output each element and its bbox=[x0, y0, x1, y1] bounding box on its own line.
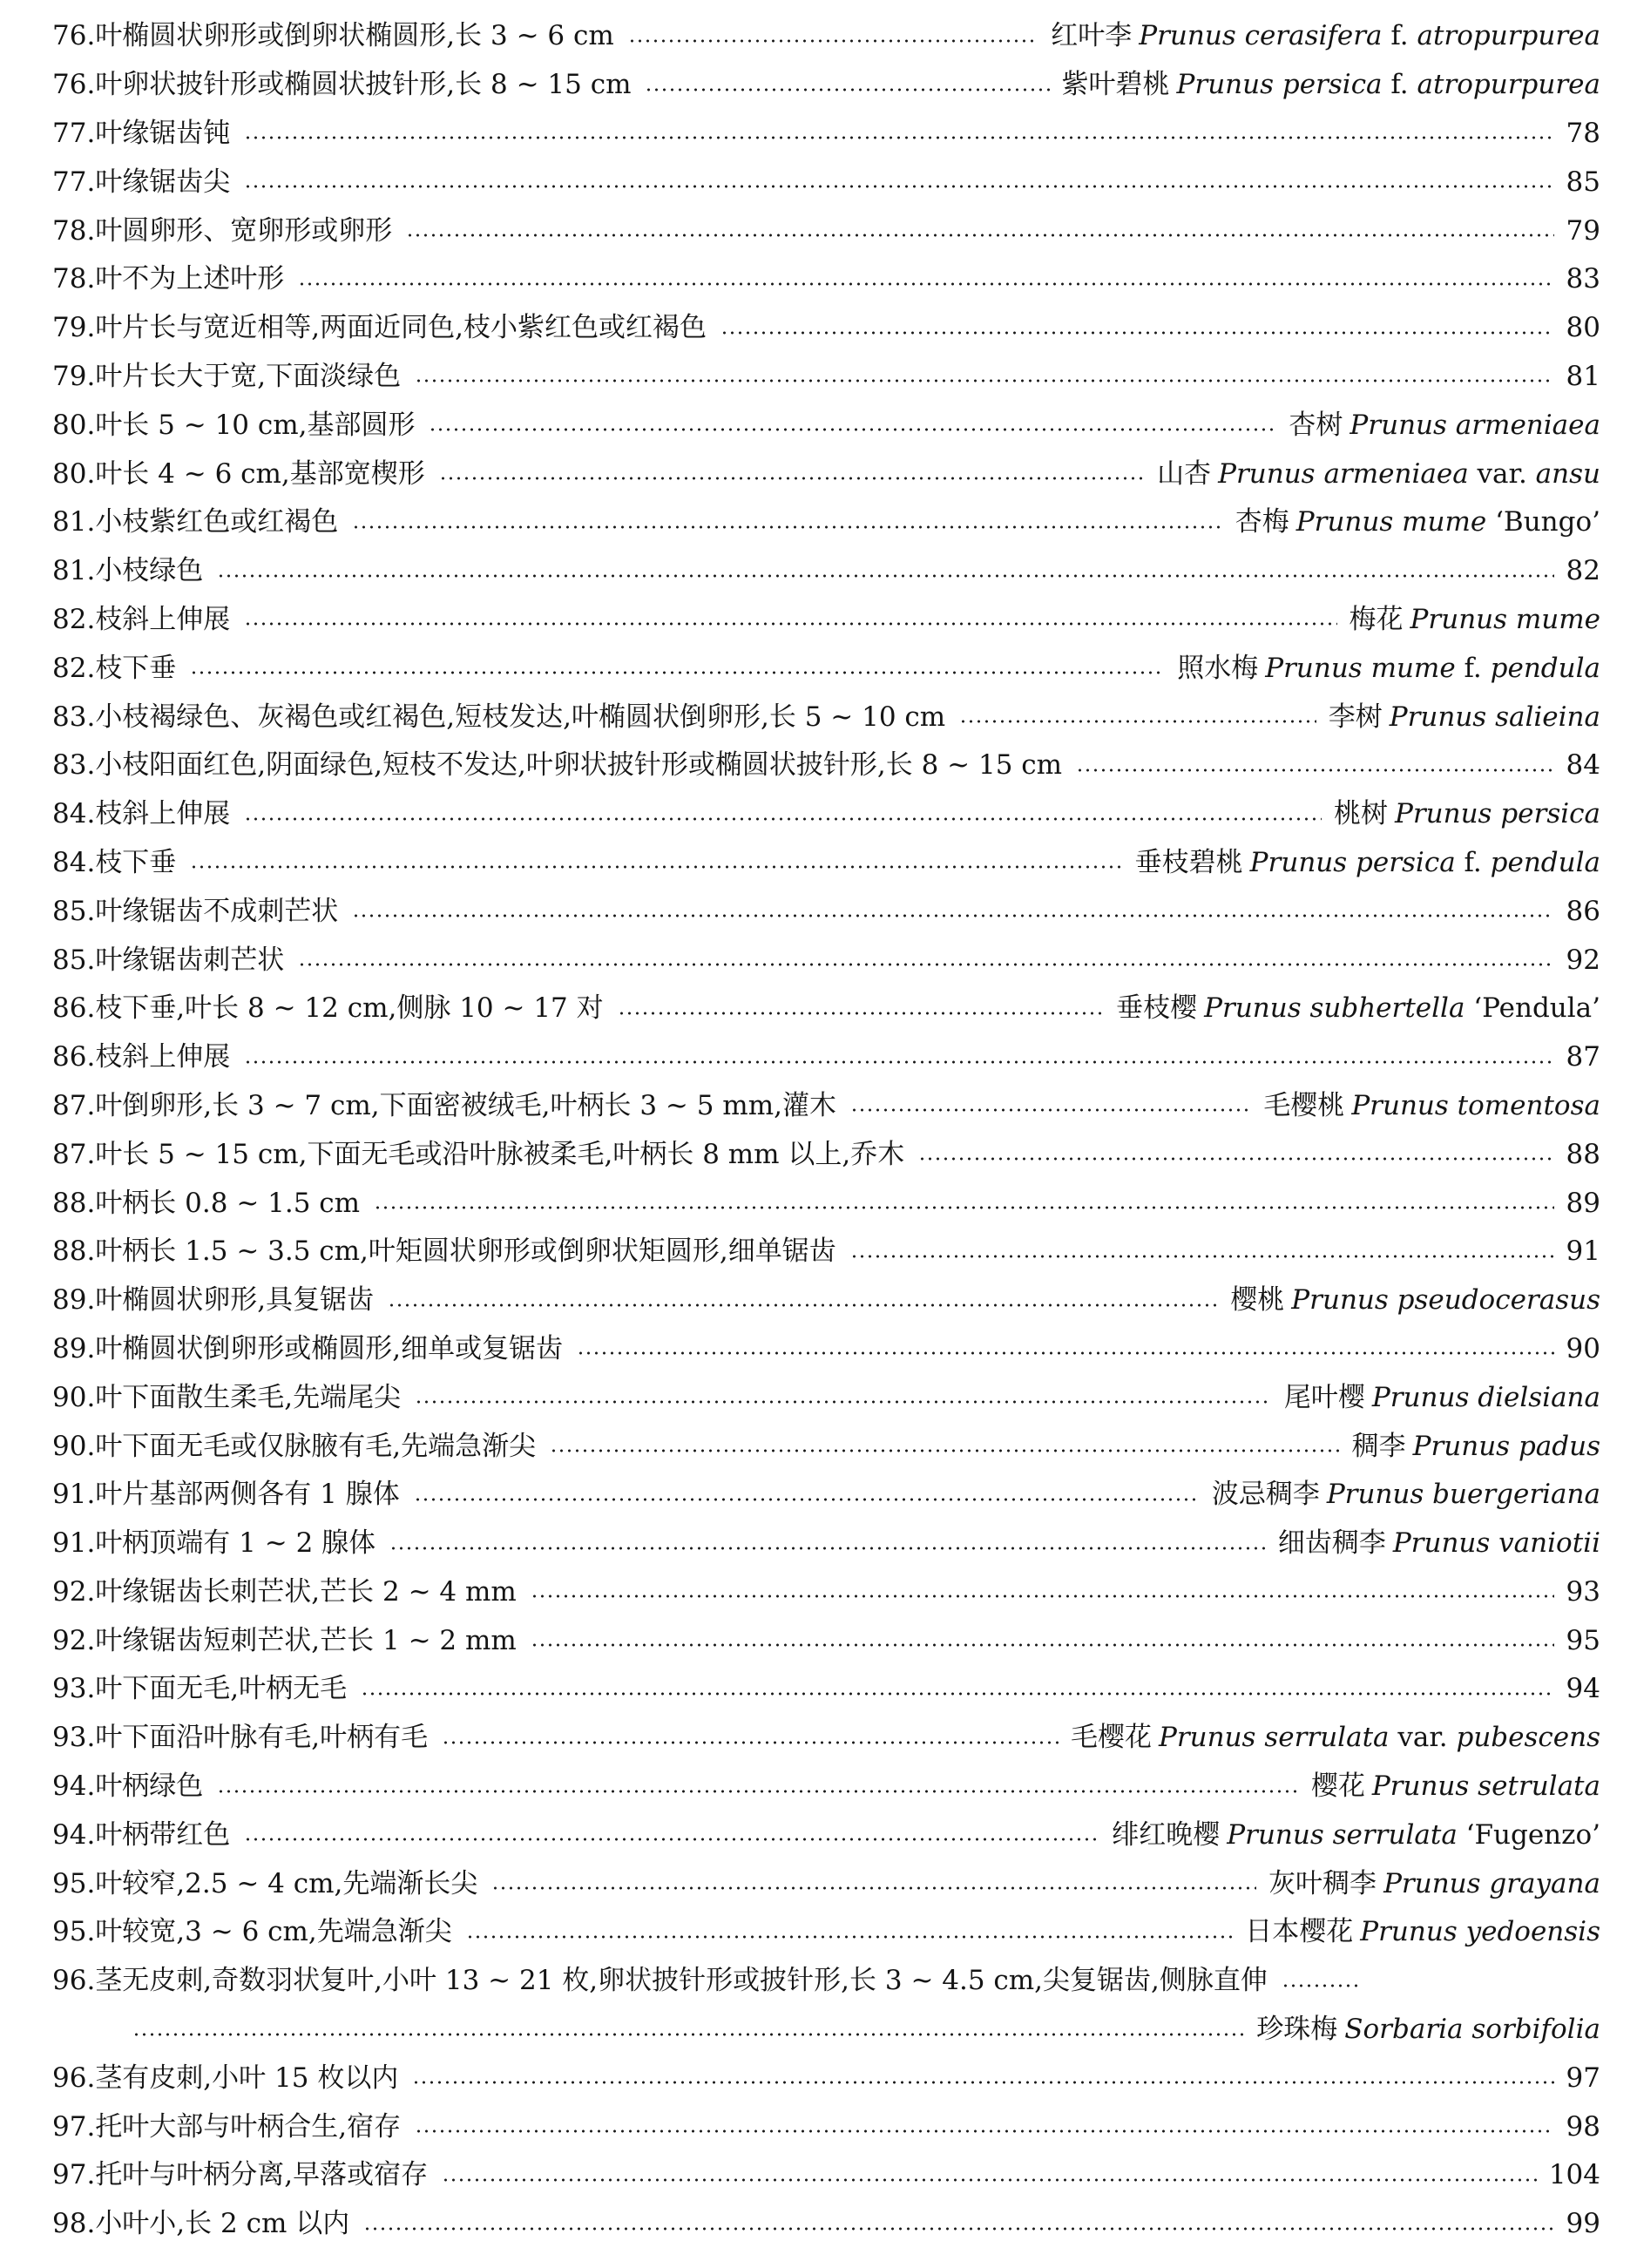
species-name bbox=[1051, 20, 1600, 52]
latin-name: Prunus padus bbox=[1412, 1430, 1600, 1462]
couplet-number: 85. bbox=[52, 895, 96, 927]
next-couplet-ref: 93 bbox=[1566, 1575, 1600, 1608]
couplet-number: 86. bbox=[52, 1041, 96, 1073]
dot-leader bbox=[850, 1255, 1554, 1258]
rank-label: ‘Pendula’ bbox=[1465, 992, 1600, 1025]
latin-name: Prunus mume bbox=[1295, 506, 1487, 538]
latin-name: Prunus vaniotii bbox=[1392, 1527, 1600, 1560]
next-couplet-ref: 104 bbox=[1548, 2159, 1600, 2191]
rank-label: ‘Bungo’ bbox=[1486, 506, 1600, 538]
next-couplet-ref: 95 bbox=[1566, 1624, 1600, 1656]
latin-name: Sorbaria sorbifolia bbox=[1344, 2014, 1600, 2046]
latin-name: Prunus mume bbox=[1265, 652, 1456, 684]
species-name bbox=[1134, 846, 1600, 878]
dot-leader bbox=[244, 185, 1553, 188]
dot-leader bbox=[618, 1012, 1105, 1015]
dot-leader bbox=[850, 1108, 1251, 1112]
key-row bbox=[52, 644, 1600, 693]
dot-leader bbox=[442, 2178, 1537, 2182]
key-row bbox=[52, 2102, 1600, 2151]
key-row bbox=[52, 1665, 1600, 1714]
dot-leader bbox=[217, 574, 1553, 578]
couplet-number: 89. bbox=[52, 1284, 96, 1317]
latin-name: Prunus dielsiana bbox=[1371, 1381, 1600, 1413]
couplet-number: 81. bbox=[52, 555, 96, 587]
key-row bbox=[52, 158, 1600, 206]
couplet-text: 叶圆卵形、宽卵形或卵形 bbox=[95, 214, 393, 247]
chinese-name: 杏树 bbox=[1289, 409, 1343, 441]
key-row bbox=[52, 498, 1600, 547]
couplet-text: 叶柄绿色 bbox=[95, 1770, 204, 1803]
couplet-text: 叶柄带红色 bbox=[95, 1818, 231, 1851]
couplet-number: 79. bbox=[52, 312, 96, 344]
chinese-name: 樱桃 bbox=[1230, 1284, 1285, 1317]
latin-name: Prunus pseudocerasus bbox=[1291, 1284, 1600, 1317]
couplet-text: 叶缘锯齿短刺芒状,芒长 1 ~ 2 mm bbox=[95, 1624, 517, 1656]
couplet-text: 叶下面散生柔毛,先端尾尖 bbox=[95, 1381, 402, 1413]
key-row bbox=[52, 887, 1600, 936]
key-row bbox=[52, 255, 1600, 304]
couplet-number: 97. bbox=[52, 2110, 96, 2143]
latin-name: Prunus grayana bbox=[1383, 1867, 1600, 1899]
couplet-number: 76. bbox=[52, 69, 96, 101]
species-name bbox=[1245, 1916, 1600, 1948]
latin-name: atropurpurea bbox=[1417, 20, 1600, 52]
couplet-text: 叶椭圆状卵形或倒卵状椭圆形,长 3 ~ 6 cm bbox=[95, 20, 614, 52]
species-name bbox=[1328, 701, 1600, 733]
chinese-name: 垂枝碧桃 bbox=[1134, 846, 1243, 878]
next-couplet-ref: 86 bbox=[1566, 895, 1600, 927]
couplet-number: 77. bbox=[52, 117, 96, 149]
chinese-name: 毛樱桃 bbox=[1263, 1089, 1345, 1121]
dot-leader bbox=[244, 1060, 1553, 1064]
dot-leader bbox=[298, 282, 1553, 286]
species-name bbox=[1211, 1479, 1600, 1511]
couplet-text: 小叶小,长 2 cm 以内 bbox=[95, 2208, 350, 2240]
couplet-number: 86. bbox=[52, 992, 96, 1025]
latin-name: pendula bbox=[1490, 652, 1600, 684]
couplet-number: 94. bbox=[52, 1770, 96, 1803]
couplet-number: 84. bbox=[52, 798, 96, 830]
couplet-text: 叶较窄,2.5 ~ 4 cm,先端渐长尖 bbox=[95, 1867, 478, 1899]
couplet-number: 95. bbox=[52, 1867, 96, 1899]
dot-leader bbox=[244, 817, 1322, 821]
key-row bbox=[52, 1033, 1600, 1082]
key-row bbox=[52, 693, 1600, 741]
couplet-number: 77. bbox=[52, 166, 96, 198]
key-row bbox=[52, 985, 1600, 1033]
dot-leader bbox=[415, 1400, 1272, 1404]
key-row bbox=[52, 1616, 1600, 1665]
dot-leader bbox=[628, 39, 1038, 43]
next-couplet-ref: 81 bbox=[1566, 360, 1600, 392]
rank-label: var. bbox=[1389, 1722, 1457, 1754]
couplet-number: 92. bbox=[52, 1624, 96, 1656]
chinese-name: 细齿稠李 bbox=[1277, 1527, 1386, 1560]
key-row bbox=[52, 61, 1600, 110]
couplet-text: 枝下垂,叶长 8 ~ 12 cm,侧脉 10 ~ 17 对 bbox=[95, 992, 604, 1025]
couplet-text: 叶卵状披针形或椭圆状披针形,长 8 ~ 15 cm bbox=[95, 69, 632, 101]
couplet-text: 叶缘锯齿尖 bbox=[95, 166, 231, 198]
latin-name: Prunus mume bbox=[1410, 603, 1600, 635]
key-row bbox=[52, 2006, 1600, 2055]
dot-leader bbox=[298, 963, 1553, 966]
couplet-number: 91. bbox=[52, 1479, 96, 1511]
couplet-text: 托叶大部与叶柄合生,宿存 bbox=[95, 2110, 402, 2143]
couplet-number: 90. bbox=[52, 1381, 96, 1413]
chinese-name: 桃树 bbox=[1333, 798, 1388, 830]
rank-label: f. bbox=[1382, 69, 1417, 101]
dot-leader bbox=[1076, 768, 1554, 772]
dot-leader bbox=[388, 1303, 1218, 1307]
couplet-number: 96. bbox=[52, 2062, 96, 2094]
key-row bbox=[52, 1179, 1600, 1228]
chinese-name: 樱花 bbox=[1310, 1770, 1365, 1803]
key-row bbox=[52, 1568, 1600, 1617]
latin-name: Prunus salieina bbox=[1389, 701, 1600, 733]
next-couplet-ref: 83 bbox=[1566, 263, 1600, 295]
couplet-text: 叶缘锯齿刺芒状 bbox=[95, 944, 285, 976]
chinese-name: 照水梅 bbox=[1177, 652, 1259, 684]
key-row bbox=[52, 1520, 1600, 1568]
dot-leader bbox=[466, 1935, 1233, 1939]
couplet-text: 叶倒卵形,长 3 ~ 7 cm,下面密被绒毛,叶柄长 3 ~ 5 mm,灌木 bbox=[95, 1089, 836, 1121]
couplet-text: 叶缘锯齿钝 bbox=[95, 117, 231, 149]
chinese-name: 红叶李 bbox=[1051, 20, 1133, 52]
couplet-number: 87. bbox=[52, 1089, 96, 1121]
next-couplet-ref: 84 bbox=[1566, 749, 1600, 782]
dot-leader bbox=[132, 2033, 1244, 2036]
species-name bbox=[1289, 409, 1600, 441]
couplet-text: 叶下面无毛或仅脉腋有毛,先端急渐尖 bbox=[95, 1430, 537, 1462]
species-name bbox=[1112, 1818, 1600, 1851]
dot-leader bbox=[389, 1547, 1266, 1550]
species-name bbox=[1277, 1527, 1600, 1560]
species-name bbox=[1157, 457, 1600, 490]
couplet-text: 叶长 4 ~ 6 cm,基部宽楔形 bbox=[95, 457, 425, 490]
key-row bbox=[52, 1130, 1600, 1179]
latin-name: pubescens bbox=[1456, 1722, 1600, 1754]
couplet-number: 97. bbox=[52, 2159, 96, 2191]
species-name bbox=[1333, 798, 1600, 830]
key-row bbox=[52, 206, 1600, 255]
couplet-number: 78. bbox=[52, 263, 96, 295]
dot-leader bbox=[439, 477, 1145, 480]
chinese-name: 尾叶樱 bbox=[1283, 1381, 1365, 1413]
dot-leader bbox=[429, 428, 1276, 431]
couplet-number: 87. bbox=[52, 1138, 96, 1170]
couplet-number: 82. bbox=[52, 603, 96, 635]
key-row bbox=[52, 1763, 1600, 1811]
rank-label: f. bbox=[1455, 652, 1491, 684]
species-name bbox=[1263, 1089, 1600, 1121]
couplet-number: 85. bbox=[52, 944, 96, 976]
couplet-text: 枝斜上伸展 bbox=[95, 798, 231, 830]
chinese-name: 珍珠梅 bbox=[1256, 2014, 1338, 2046]
rank-label: f. bbox=[1455, 846, 1491, 878]
dot-leader bbox=[414, 1498, 1200, 1501]
chinese-name: 杏梅 bbox=[1235, 506, 1289, 538]
key-row bbox=[52, 2151, 1600, 2200]
next-couplet-ref: 78 bbox=[1566, 117, 1600, 149]
dot-leader bbox=[244, 136, 1553, 139]
key-row bbox=[52, 304, 1600, 353]
couplet-number: 93. bbox=[52, 1722, 96, 1754]
couplet-number: 82. bbox=[52, 652, 96, 684]
couplet-text: 叶缘锯齿长刺芒状,芒长 2 ~ 4 mm bbox=[95, 1575, 517, 1608]
key-row bbox=[52, 1957, 1600, 2006]
key-row bbox=[52, 353, 1600, 402]
dot-leader bbox=[491, 1886, 1256, 1890]
latin-name: Prunus persica bbox=[1394, 798, 1600, 830]
key-row bbox=[52, 2054, 1600, 2102]
dot-leader bbox=[415, 2129, 1553, 2133]
latin-name: Prunus armeniaea bbox=[1350, 409, 1600, 441]
chinese-name: 毛樱花 bbox=[1070, 1722, 1152, 1754]
couplet-number: 76. bbox=[52, 20, 96, 52]
latin-name: pendula bbox=[1490, 846, 1600, 878]
couplet-text: 枝下垂 bbox=[95, 652, 177, 684]
next-couplet-ref: 80 bbox=[1566, 312, 1600, 344]
next-couplet-ref: 82 bbox=[1566, 555, 1600, 587]
couplet-number: 79. bbox=[52, 360, 96, 392]
latin-name: Prunus armeniaea bbox=[1218, 457, 1469, 490]
couplet-number: 83. bbox=[52, 701, 96, 733]
next-couplet-ref: 90 bbox=[1566, 1332, 1600, 1364]
key-row bbox=[52, 1811, 1600, 1859]
couplet-text: 叶下面无毛,叶柄无毛 bbox=[95, 1673, 348, 1705]
species-name bbox=[1235, 506, 1600, 538]
next-couplet-ref: 94 bbox=[1566, 1673, 1600, 1705]
dot-leader bbox=[244, 622, 1336, 626]
key-row bbox=[52, 1373, 1600, 1422]
dot-leader bbox=[244, 1838, 1099, 1841]
dot-leader bbox=[190, 671, 1165, 674]
key-row bbox=[52, 1082, 1600, 1131]
dot-leader bbox=[406, 234, 1553, 237]
dot-leader bbox=[363, 2227, 1553, 2231]
key-row bbox=[52, 839, 1600, 888]
next-couplet-ref: 91 bbox=[1566, 1236, 1600, 1268]
species-name bbox=[1116, 992, 1600, 1025]
species-name bbox=[1349, 603, 1600, 635]
couplet-text: 叶椭圆状卵形,具复锯齿 bbox=[95, 1284, 375, 1317]
key-row bbox=[52, 1859, 1600, 1908]
next-couplet-ref: 98 bbox=[1566, 2110, 1600, 2143]
couplet-text: 叶较宽,3 ~ 6 cm,先端急渐尖 bbox=[95, 1916, 452, 1948]
next-couplet-ref: 97 bbox=[1566, 2062, 1600, 2094]
key-row bbox=[52, 741, 1600, 790]
next-couplet-ref: 99 bbox=[1566, 2208, 1600, 2240]
dot-leader bbox=[1282, 1984, 1360, 1987]
couplet-text: 叶柄长 1.5 ~ 3.5 cm,叶矩圆状卵形或倒卵状矩圆形,细单锯齿 bbox=[95, 1236, 836, 1268]
couplet-text: 枝斜上伸展 bbox=[95, 603, 231, 635]
chinese-name: 日本樱花 bbox=[1245, 1916, 1354, 1948]
latin-name: Prunus buergeriana bbox=[1326, 1479, 1600, 1511]
chinese-name: 波忌稠李 bbox=[1211, 1479, 1320, 1511]
species-name bbox=[1177, 652, 1600, 684]
latin-name: Prunus cerasifera bbox=[1139, 20, 1383, 52]
chinese-name: 绯红晚樱 bbox=[1112, 1818, 1221, 1851]
dot-leader bbox=[190, 865, 1122, 869]
couplet-text: 叶缘锯齿不成刺芒状 bbox=[95, 895, 339, 927]
dot-leader bbox=[959, 720, 1316, 723]
dot-leader bbox=[918, 1157, 1553, 1161]
key-row bbox=[52, 110, 1600, 159]
chinese-name: 紫叶碧桃 bbox=[1061, 69, 1170, 101]
couplet-text: 小枝阳面红色,阴面绿色,短枝不发达,叶卵状披针形或椭圆状披针形,长 8 ~ 15 cm bbox=[95, 749, 1063, 782]
couplet-number: 96. bbox=[52, 1965, 96, 1997]
couplet-number: 90. bbox=[52, 1430, 96, 1462]
species-name bbox=[1230, 1284, 1600, 1317]
next-couplet-ref: 92 bbox=[1566, 944, 1600, 976]
dot-leader bbox=[577, 1351, 1553, 1355]
couplet-number: 98. bbox=[52, 2208, 96, 2240]
species-name bbox=[1061, 69, 1600, 101]
couplet-text: 叶片长与宽近相等,两面近同色,枝小紫红色或红褐色 bbox=[95, 312, 707, 344]
couplet-text: 托叶与叶柄分离,早落或宿存 bbox=[95, 2159, 429, 2191]
key-row bbox=[52, 936, 1600, 985]
dot-leader bbox=[415, 379, 1553, 383]
chinese-name: 梅花 bbox=[1349, 603, 1404, 635]
key-row bbox=[52, 1471, 1600, 1520]
species-name bbox=[1256, 2014, 1600, 2046]
couplet-number: 89. bbox=[52, 1332, 96, 1364]
couplet-text: 叶柄长 0.8 ~ 1.5 cm bbox=[95, 1187, 361, 1219]
couplet-text: 叶片长大于宽,下面淡绿色 bbox=[95, 360, 402, 392]
key-row bbox=[52, 596, 1600, 645]
chinese-name: 稠李 bbox=[1351, 1430, 1406, 1462]
key-row bbox=[52, 2200, 1600, 2249]
couplet-text: 小枝紫红色或红褐色 bbox=[95, 506, 339, 538]
latin-name: Prunus tomentosa bbox=[1351, 1089, 1600, 1121]
couplet-text: 叶长 5 ~ 15 cm,下面无毛或沿叶脉被柔毛,叶柄长 8 mm 以上,乔木 bbox=[95, 1138, 905, 1170]
chinese-name: 灰叶稠李 bbox=[1268, 1867, 1377, 1899]
key-row bbox=[52, 1714, 1600, 1763]
couplet-number: 95. bbox=[52, 1916, 96, 1948]
rank-label: f. bbox=[1382, 20, 1417, 52]
dot-leader bbox=[352, 914, 1553, 917]
key-row bbox=[52, 1276, 1600, 1325]
couplet-text: 叶不为上述叶形 bbox=[95, 263, 285, 295]
couplet-number: 93. bbox=[52, 1673, 96, 1705]
couplet-number: 78. bbox=[52, 214, 96, 247]
key-row bbox=[52, 547, 1600, 596]
chinese-name: 垂枝樱 bbox=[1116, 992, 1198, 1025]
key-row bbox=[52, 790, 1600, 839]
next-couplet-ref: 79 bbox=[1566, 214, 1600, 247]
dot-leader bbox=[412, 2081, 1553, 2084]
couplet-text: 枝下垂 bbox=[95, 846, 177, 878]
couplet-number: 83. bbox=[52, 749, 96, 782]
couplet-text: 叶片基部两侧各有 1 腺体 bbox=[95, 1479, 400, 1511]
latin-name: Prunus setrulata bbox=[1371, 1770, 1600, 1803]
next-couplet-ref: 87 bbox=[1566, 1041, 1600, 1073]
chinese-name: 李树 bbox=[1328, 701, 1383, 733]
couplet-number: 84. bbox=[52, 846, 96, 878]
species-name bbox=[1351, 1430, 1600, 1462]
species-name bbox=[1310, 1770, 1600, 1803]
couplet-number: 80. bbox=[52, 409, 96, 441]
key-row bbox=[52, 1325, 1600, 1374]
couplet-text: 茎无皮刺,奇数羽状复叶,小叶 13 ~ 21 枚,卵状披针形或披针形,长 3 ~ 4.5 cm,尖复锯齿,侧脉直伸 bbox=[95, 1965, 1268, 1997]
latin-name: Prunus serrulata bbox=[1158, 1722, 1390, 1754]
latin-name: Prunus persica bbox=[1249, 846, 1456, 878]
dot-leader bbox=[531, 1643, 1554, 1647]
chinese-name: 山杏 bbox=[1157, 457, 1212, 490]
couplet-text: 叶柄顶端有 1 ~ 2 腺体 bbox=[95, 1527, 376, 1560]
next-couplet-ref: 89 bbox=[1566, 1187, 1600, 1219]
next-couplet-ref: 85 bbox=[1566, 166, 1600, 198]
latin-name: Prunus serrulata bbox=[1227, 1818, 1458, 1851]
dot-leader bbox=[720, 331, 1554, 335]
couplet-number: 88. bbox=[52, 1236, 96, 1268]
dot-leader bbox=[217, 1790, 1299, 1793]
couplet-text: 小枝绿色 bbox=[95, 555, 204, 587]
couplet-text: 茎有皮刺,小叶 15 枚以内 bbox=[95, 2062, 399, 2094]
dot-leader bbox=[442, 1741, 1059, 1744]
couplet-number: 81. bbox=[52, 506, 96, 538]
key-row bbox=[52, 12, 1600, 61]
rank-label: ‘Fugenzo’ bbox=[1457, 1818, 1600, 1851]
key-row bbox=[52, 450, 1600, 498]
couplet-number: 88. bbox=[52, 1187, 96, 1219]
key-row bbox=[52, 1422, 1600, 1471]
latin-name: Prunus yedoensis bbox=[1360, 1916, 1600, 1948]
latin-name: atropurpurea bbox=[1417, 69, 1600, 101]
key-row bbox=[52, 1908, 1600, 1957]
dot-leader bbox=[352, 525, 1222, 529]
species-name bbox=[1268, 1867, 1600, 1899]
dot-leader bbox=[374, 1206, 1553, 1209]
dot-leader bbox=[645, 88, 1049, 91]
species-name bbox=[1070, 1722, 1600, 1754]
rank-label: var. bbox=[1468, 457, 1536, 490]
key-page bbox=[52, 12, 1600, 2249]
couplet-text: 枝斜上伸展 bbox=[95, 1041, 231, 1073]
couplet-text: 叶下面沿叶脉有毛,叶柄有毛 bbox=[95, 1722, 429, 1754]
key-row bbox=[52, 1228, 1600, 1276]
couplet-text: 小枝褐绿色、灰褐色或红褐色,短枝发达,叶椭圆状倒卵形,长 5 ~ 10 cm bbox=[95, 701, 946, 733]
dot-leader bbox=[550, 1449, 1339, 1452]
species-name bbox=[1283, 1381, 1600, 1413]
couplet-number: 94. bbox=[52, 1818, 96, 1851]
latin-name: ansu bbox=[1535, 457, 1600, 490]
latin-name: Prunus persica bbox=[1176, 69, 1383, 101]
dot-leader bbox=[531, 1594, 1554, 1598]
latin-name: Prunus subhertella bbox=[1204, 992, 1465, 1025]
key-row bbox=[52, 401, 1600, 450]
next-couplet-ref: 88 bbox=[1566, 1138, 1600, 1170]
couplet-text: 叶长 5 ~ 10 cm,基部圆形 bbox=[95, 409, 416, 441]
couplet-number: 91. bbox=[52, 1527, 96, 1560]
couplet-number: 92. bbox=[52, 1575, 96, 1608]
dot-leader bbox=[361, 1692, 1553, 1696]
couplet-number: 80. bbox=[52, 457, 96, 490]
couplet-text: 叶椭圆状倒卵形或椭圆形,细单或复锯齿 bbox=[95, 1332, 564, 1364]
